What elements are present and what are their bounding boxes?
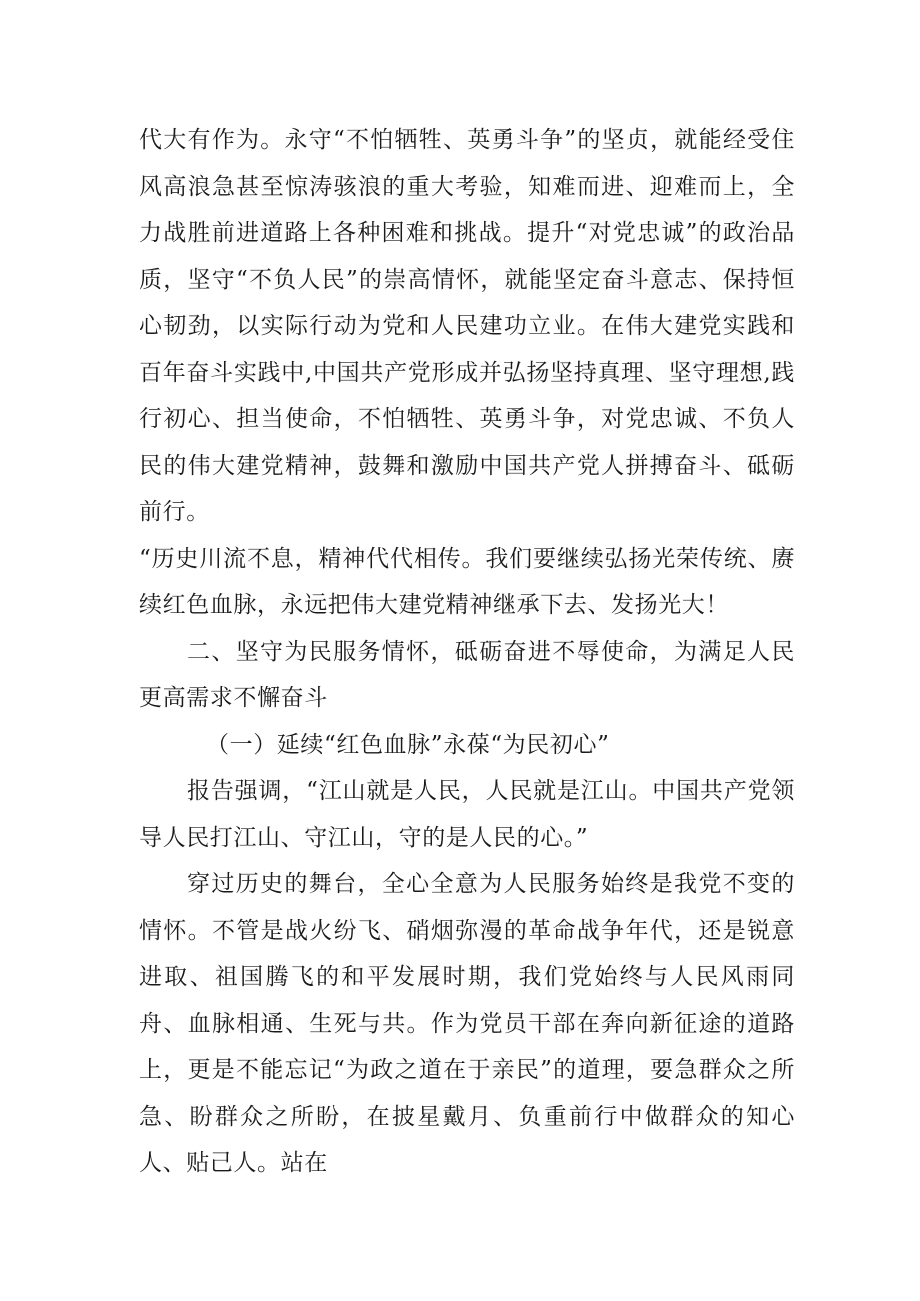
paragraph-history: 穿过历史的舞台，全心全意为人民服务始终是我党不变的情怀。不管是战火纷飞、硝烟弥漫的革命战争年代，还是锐意进取、祖国腾飞的和平发展时期，我们党始终与人民风雨同舟、血脉相通、生死与共。作为党员干部在奔向新征途的道路上，更是不能忘记“为政之道在于亲民”的道理，要急群众之所急、盼群众之所盼，在披星戴月、负重前行中做群众的知心人、贴己人。站在: [139, 871, 795, 1176]
document-body: [139, 117, 795, 1187]
paragraph-continuation: 代大有作为。永守“不怕牺牲、英勇斗争”的坚贞，就能经受住风高浪急甚至惊涛骇浪的重大考验，知难而进、迎难而上，全力战胜前进道路上各种困难和挑战。提升“对党忠诚”的政治品质，坚守“不负人民”的崇高情怀，就能坚定奋斗意志、保持恒心韧劲，以实际行动为党和人民建功立业。在伟大建党实践和百年奋斗实践中,中国共产党形成并弘扬坚持真理、坚守理想,践行初心、担当使命，不怕牺牲、英勇斗争，对党忠诚、不负人民的伟大建党精神，鼓舞和激励中国共产党人拼搏奋斗、砥砺前行。: [139, 127, 795, 525]
paragraph-report-quote: 报告强调，“江山就是人民，人民就是江山。中国共产党领导人民打江山、守江山，守的是人民的心。”: [139, 778, 795, 851]
subsection-heading: （一）延续“红色血脉”永葆“为民初心”: [206, 731, 610, 758]
section-heading: 二、坚守为民服务情怀，砥砺奋进不辱使命，为满足人民更高需求不懈奋斗: [139, 638, 795, 711]
paragraph-quote: “历史川流不息，精神代代相传。我们要继续弘扬光荣传统、赓续红色血脉，永远把伟大建党精神继承下去、发扬光大！: [139, 545, 795, 618]
